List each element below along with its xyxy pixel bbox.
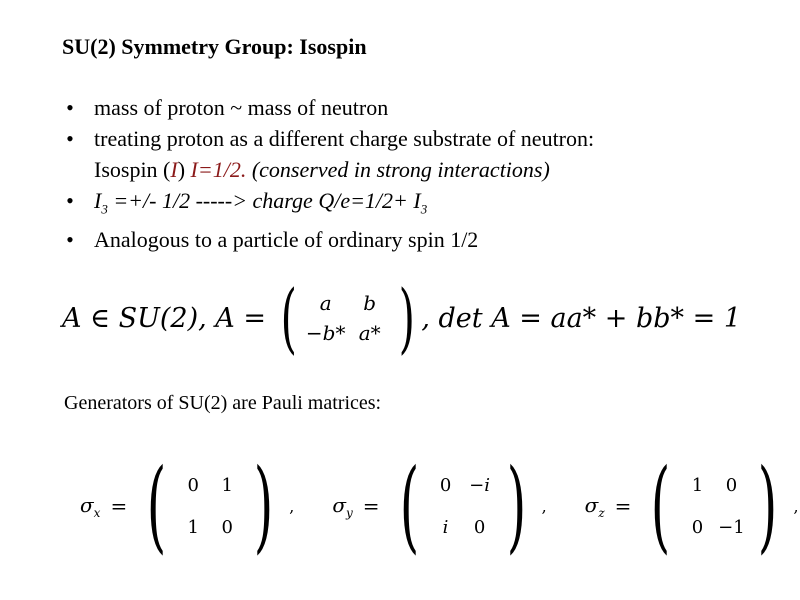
matrix-cell: −i [469, 474, 490, 496]
right-paren: ) [758, 447, 778, 564]
i3-subscript: 3 [101, 201, 108, 217]
equals-sign: = [110, 494, 128, 518]
matrix-cell: 0 [221, 516, 233, 538]
matrix-cell: 0 [473, 516, 486, 538]
generators-label: Generators of SU(2) are Pauli matrices: [64, 392, 382, 414]
matrix-cell: 0 [691, 516, 704, 538]
matrix-sigma-x [176, 464, 244, 548]
pauli-y [332, 447, 547, 564]
isospin-value: I=1/2. [185, 157, 247, 182]
matrix-cell: 0 [439, 474, 452, 496]
bullet-item-isospin [58, 123, 778, 185]
pauli-z [584, 447, 799, 564]
su2-equation [62, 273, 742, 362]
sigma-symbol: $\sigma_y$ [332, 492, 353, 520]
charge-formula: =+/- 1/2 -----> charge Q/e=1/2+ I [107, 188, 421, 213]
right-paren: ) [253, 447, 274, 564]
comma: , [793, 496, 799, 516]
bullet-text: mass of proton ~ mass of neutron [94, 95, 389, 120]
pauli-x [80, 447, 295, 564]
bullet-dot: • [66, 227, 74, 253]
right-paren: ) [398, 273, 415, 362]
matrix-cell: a* [358, 321, 381, 345]
sigma-symbol: $\sigma_x$ [80, 492, 101, 520]
i3-subscript-2: 3 [420, 201, 428, 217]
bullet-text: treating proton as a different charge substrate of neutron: [94, 126, 595, 151]
equals-sign: = [362, 494, 380, 518]
conservation-note: (conserved in strong interactions) [246, 157, 550, 182]
bullet-dot: • [66, 188, 74, 213]
matrix-cell: a [319, 291, 332, 315]
matrix-cell: 1 [221, 474, 233, 496]
matrix-cell: 0 [187, 474, 199, 496]
pauli-matrices [80, 447, 800, 564]
matrix-cell: b [363, 291, 377, 315]
left-paren: ( [651, 447, 671, 564]
bullet-item-mass [58, 92, 778, 123]
bullet-dot: • [66, 95, 74, 120]
left-paren: ( [399, 447, 419, 564]
bullet-text-isospin: Isospin ( [94, 157, 171, 182]
matrix-cell: i [442, 516, 449, 538]
sigma-symbol: $\sigma_z$ [584, 492, 605, 520]
left-paren: ( [146, 447, 167, 564]
matrix-cell: −b* [305, 321, 346, 345]
bullet-item-spin [58, 224, 778, 255]
i3-symbol: I [94, 188, 102, 213]
matrix-cell: 1 [187, 516, 199, 538]
slide-title: SU(2) Symmetry Group: Isospin [62, 34, 367, 59]
bullet-dot: • [66, 126, 74, 151]
comma: , [541, 496, 547, 516]
matrix-cell: −1 [718, 516, 745, 538]
bullet-list [58, 92, 778, 255]
right-paren: ) [506, 447, 526, 564]
bullet-item-charge [58, 185, 778, 224]
matrix-cell: 1 [691, 474, 704, 496]
bullet-text-paren: ) [177, 157, 186, 182]
isospin-symbol: I [170, 157, 178, 182]
comma: , [289, 496, 295, 516]
matrix-cell: 0 [725, 474, 738, 496]
matrix-sigma-z [680, 464, 748, 548]
equals-sign: = [614, 494, 632, 518]
bullet-text: Analogous to a particle of ordinary spin 1/2 [94, 227, 479, 253]
left-paren: ( [280, 273, 298, 362]
matrix-sigma-y [429, 464, 497, 548]
matrix-a [304, 288, 392, 348]
equation-lhs: A ∈ SU(2), A = [62, 302, 267, 334]
equation-rhs: , det A = aa* + bb* = 1 [421, 302, 742, 334]
